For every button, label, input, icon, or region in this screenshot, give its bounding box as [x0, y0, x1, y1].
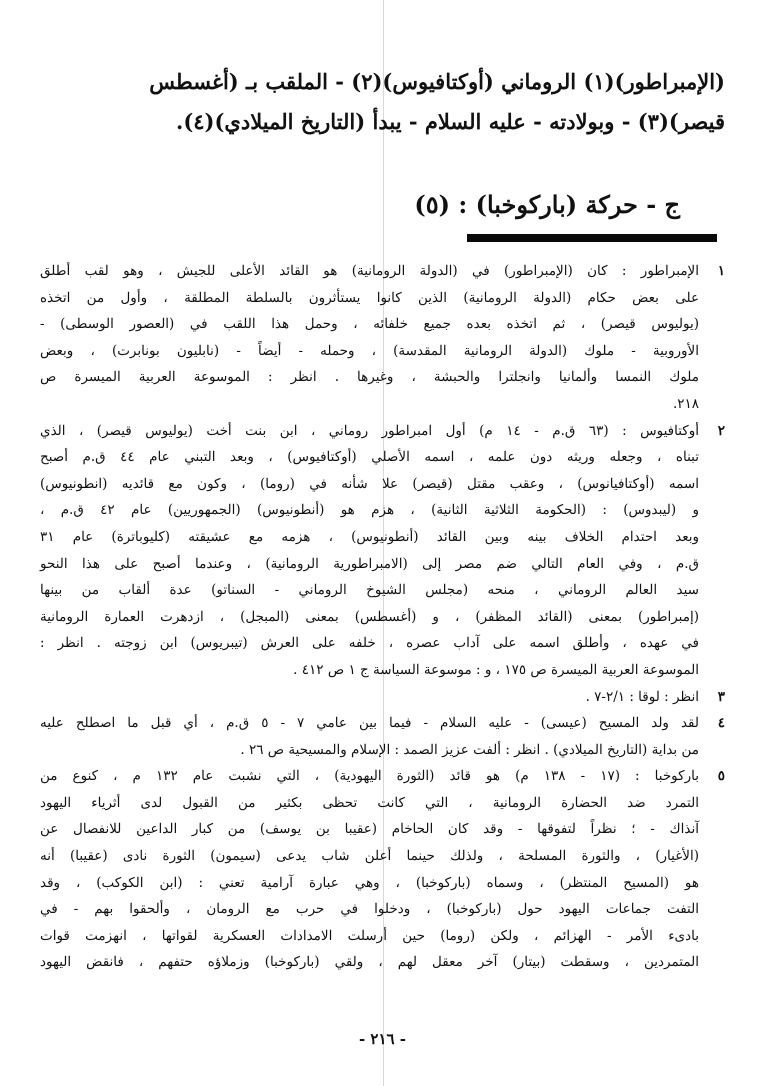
footnote-2 — [40, 418, 725, 684]
intro-paragraph — [40, 62, 725, 142]
footnote-number: ٢ — [717, 422, 725, 439]
footnote-line: التمرد ضد الحضارة الرومانية ، التي كانت تحظى بكثير من القبول لدى أثرياء اليهود — [40, 794, 699, 811]
footnote-line: لقد ولد المسيح (عيسى) - عليه السلام - فيما بين عامي ٧ - ٥ ق.م ، أي قبل ما اصطلح عليه — [40, 715, 699, 732]
footnote-line: (إمبراطور) بمعنى (القائد المظفر) ، و (أغسطس) بمعنى (المبجل) ، ازدهرت العمارة الرومانية — [40, 608, 699, 625]
footnote-line: ٢١٨. — [672, 395, 699, 412]
page-number: - ٢١٦ - — [358, 1030, 407, 1048]
footnote-line: المتمردين ، وسقطت (بيتار) آخر معقل لهم ، ولقي (باركوخبا) وزملاؤه حتفهم ، فانقض اليهود — [40, 954, 699, 971]
footnote-line: أوكتافيوس : (٦٣ ق.م - ١٤ م) أول امبراطور روماني ، ابن بنت أخت (يوليوس قيصر) ، الذي — [40, 422, 699, 439]
footnote-line: في عهده ، وأطلق اسمه على آداب عصره ، خلفه على العرش (تيبريوس) ابن زوجته . انظر : — [40, 635, 699, 652]
footnote-line: اسمه (أوكتافيانوس) ، وعقب مقتل (قيصر) علا شأنه في (روما) ، وكون مع قائديه (انطونيوس) — [40, 475, 699, 492]
footnote-5 — [40, 763, 725, 976]
footnote-line: من بداية (التاريخ الميلادي) . انظر : ألفت عزيز الصمد : الإسلام والمسيحية ص ٢٦ . — [240, 741, 699, 758]
footnote-line: آنذاك - ؛ نظراً لتفوقها - وقد كان الحاخام (عقيبا بن يوسف) من كبار الداعين للانفصال عن — [40, 821, 699, 838]
footnote-line: ملوك النمسا وألمانيا وانجلترا والحبشة ، وغيرها . انظر : الموسوعة العربية الميسرة ص — [40, 369, 699, 386]
footnote-line: سيد العالم الروماني ، منحه (مجلس الشيوخ الروماني - السناتو) عدة ألقاب من بينها — [40, 582, 699, 599]
footnote-line: (يوليوس قيصر) ، ثم اتخذه بعده جميع خلفائه ، وحمل هذا اللقب في (العصور الوسطى) - — [40, 316, 699, 333]
intro-line: قيصر)(٣) - وبولادته - عليه السلام - يبدأ (التاريخ الميلادي)(٤). — [176, 109, 725, 134]
section-title: ج - حركة (باركوخبا) : (٥) — [414, 190, 680, 219]
footnote-line: انظر : لوقا : ٢/١-٧ . — [585, 688, 699, 705]
footnote-line: باركوخبا : (١٧ - ١٣٨ م) هو قائد (الثورة اليهودية) ، التي نشبت عام ١٣٢ م ، كنوع من — [40, 768, 699, 785]
footnote-number: ٥ — [717, 768, 725, 785]
section-title-underline — [467, 234, 717, 242]
footnote-line: التفت جماعات اليهود حول (باركوخبا) ، ودخلوا في حرب مع الرومان ، وألحقوا بهم - في — [40, 901, 700, 918]
footnote-1 — [40, 258, 725, 418]
footnote-line: (الأغيار) ، والثورة المسلحة ، ولذلك حينما أعلن شاب يدعى (سيمون) الثورة نادى (عقيبا) أنه — [40, 848, 699, 865]
footnote-line: ق.م ، وفي العام التالي ضم مصر إلى (الامبراطورية الرومانية) ، وعندما أصبح على هذا النحو — [40, 555, 699, 572]
footnote-line: الأوروبية - ملوك (الدولة الرومانية المقدسة) ، وحمله - أيضاً - (نابليون بونابرت) ، وبعض — [40, 342, 699, 359]
footnote-line: على بعض حكام (الدولة الرومانية) الذين كانوا يستأثرون بالسلطة المطلقة ، وأول من اتخذه — [40, 289, 699, 306]
footnote-3 — [40, 684, 725, 711]
intro-line: (الإمبراطور)(١) الروماني (أوكتافيوس)(٢) - الملقب بـ (أغسطس — [149, 69, 725, 94]
footnotes — [40, 258, 725, 976]
footnote-4 — [40, 710, 725, 763]
footnote-number: ١ — [717, 263, 725, 279]
footnote-number: ٤ — [717, 715, 725, 732]
footnote-line: الإمبراطور : كان (الإمبراطور) في (الدولة الرومانية) هو القائد الأعلى للجيش ، وهو لقب أطلق — [40, 263, 699, 279]
footnote-line: الموسوعة العربية الميسرة ص ١٧٥ ، و : موسوعة السياسة ج ١ ص ٤١٢ . — [293, 661, 699, 678]
footnote-line: وبعد احتدام الخلاف بينه وبين القائد (أنطونيوس) ، هزمه مع عشيقته (كليوباترة) عام ٣١ — [40, 528, 699, 545]
footnote-line: بادىء الأمر - الهزائم ، ولكن (روما) حين أرسلت الامدادات العسكرية لقواتها ، انهزمت قوات — [40, 927, 699, 944]
footnote-line: تبناه ، وجعله وريثه دون علمه ، اسمه الأصلي (أوكتافيوس) ، وبعد التبني عام ٤٤ ق.م أصبح — [40, 449, 699, 466]
footnote-number: ٣ — [717, 688, 725, 705]
footnote-line: و (ليبدوس) : (الحكومة الثلاثية الثانية) ، هزم هو (أنطونيوس) (الجمهوريين) عام ٤٢ ق.م ، — [40, 502, 699, 519]
footnote-line: هو (المسيح المنتظر) ، وسماه (باركوخبا) ، وهي عبارة آرامية تعني : (ابن الكوكب) ، وقد — [40, 874, 699, 891]
